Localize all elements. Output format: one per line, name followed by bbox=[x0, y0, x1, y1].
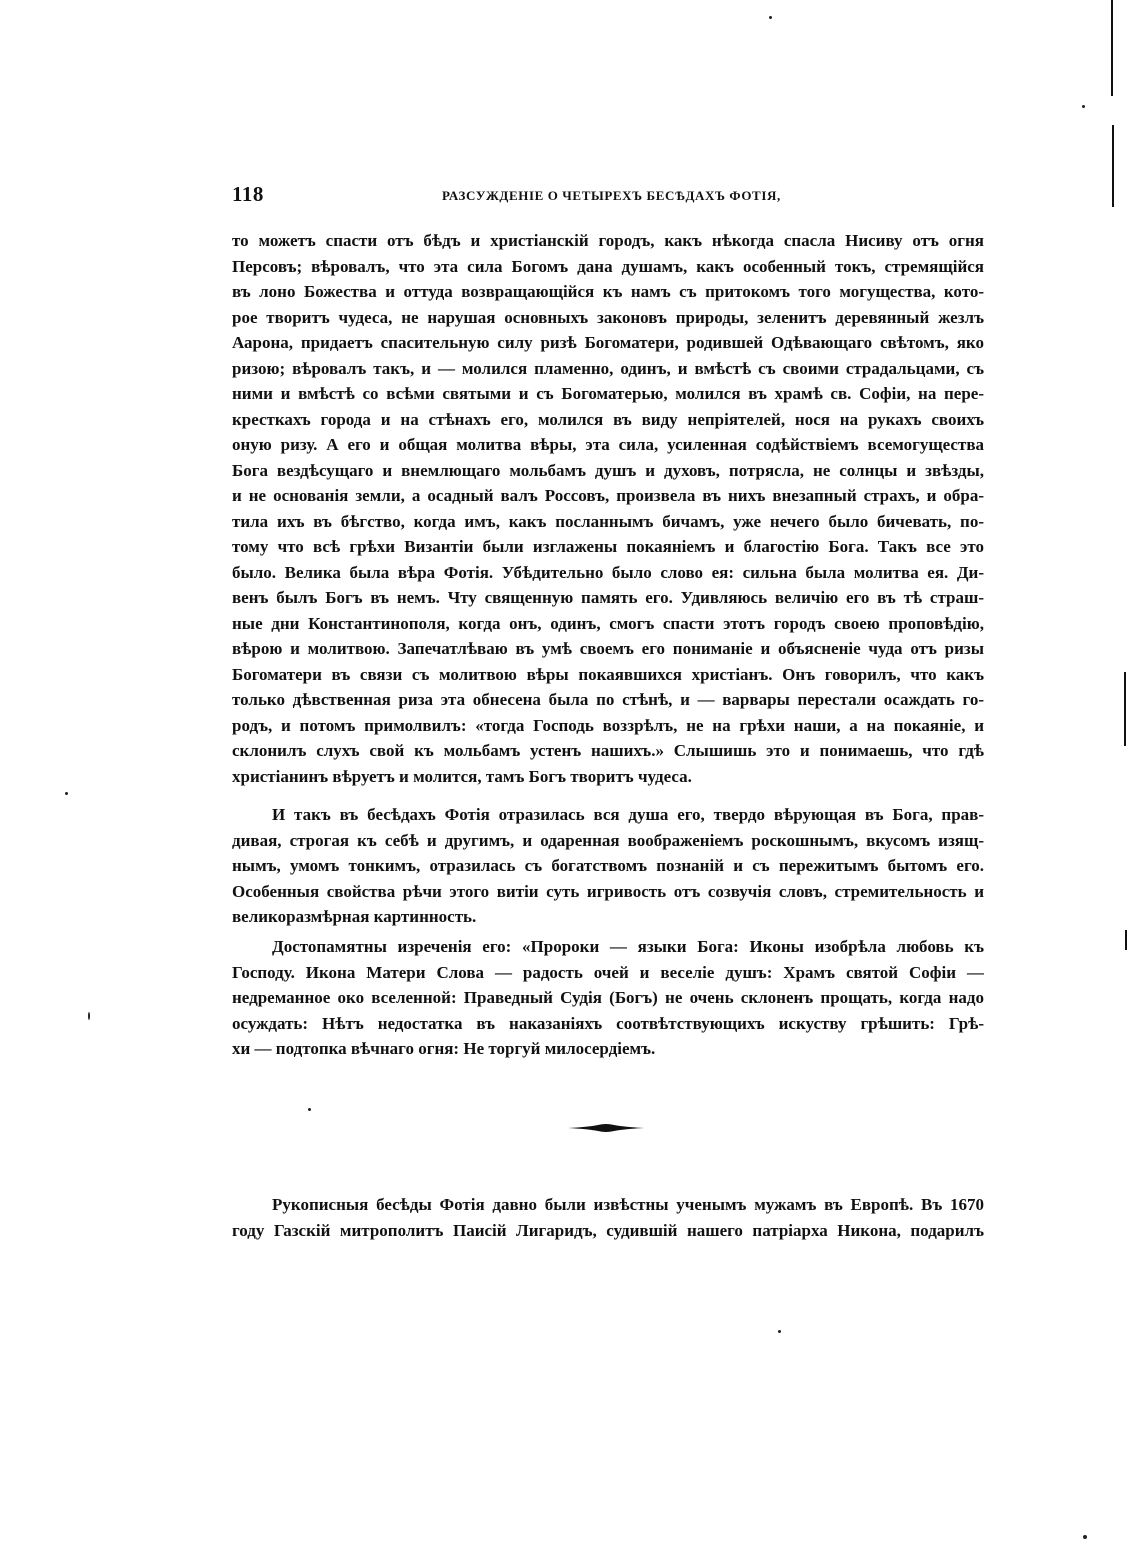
scan-margin-line bbox=[1112, 125, 1114, 207]
text-line: склонилъ слухъ свой къ мольбамъ устенъ нашихъ.» Слышишь это и понимаешь, что гдѣ bbox=[232, 741, 984, 760]
text-line: вѣрою и молитвою. Запечатлѣваю въ умѣ своемъ его пониманіе и объясненіе чуда отъ ризы bbox=[232, 639, 984, 658]
paragraph-2 bbox=[232, 802, 984, 930]
scan-speck bbox=[308, 1108, 311, 1111]
scan-speck bbox=[778, 1330, 781, 1333]
scan-speck bbox=[65, 792, 68, 795]
text-line: то можетъ спасти отъ бѣдъ и христіанскій городъ, какъ нѣкогда спасла Нисиву отъ огня bbox=[232, 231, 984, 250]
text-line: кресткахъ города и на стѣнахъ его, молился въ виду непріятелей, нося на рукахъ своихъ bbox=[232, 409, 984, 429]
text-line: нымъ, умомъ тонкимъ, отразилась съ богатствомъ познаній и съ пережитымъ бытомъ его. bbox=[232, 856, 984, 875]
page-number: 118 bbox=[232, 182, 264, 206]
text-line: Достопамятны изреченія его: «Пророки — языки Бога: Иконы изобрѣла любовь къ bbox=[272, 937, 984, 956]
scan-speck bbox=[1083, 1535, 1087, 1539]
scan-margin-line bbox=[1124, 672, 1126, 746]
text-line: венъ былъ Богъ въ немъ. Чту священную память его. Удивляюсь величію его въ тѣ страш- bbox=[232, 588, 984, 607]
text-line: Господу. Икона Матери Слова — радость очей и веселіе душъ: Храмъ святой Софіи — bbox=[232, 962, 984, 982]
scan-margin-line bbox=[1125, 930, 1127, 950]
text-line: ними и вмѣстѣ со всѣми святыми и съ Богоматерью, молился въ храмѣ св. Софіи, на пере- bbox=[232, 384, 984, 403]
section-divider-ornament-icon bbox=[568, 1120, 644, 1136]
text-line: только дѣвственная риза эта обнесена была по стѣнѣ, и — варвары перестали осаждать го- bbox=[232, 690, 984, 709]
text-line: ные дни Константинополя, когда онъ, одинъ, смогъ спасти этотъ городъ своею проповѣдію, bbox=[232, 613, 984, 633]
scan-margin-line bbox=[1111, 0, 1113, 96]
text-line: И такъ въ бесѣдахъ Фотія отразилась вся душа его, твердо вѣрующая въ Бога, прав- bbox=[272, 805, 984, 824]
paragraph-1 bbox=[232, 228, 984, 789]
text-line: въ лоно Божества и оттуда возвращающійся къ намъ съ притокомъ того могущества, кото- bbox=[232, 282, 984, 301]
text-line: Аарона, придаетъ спасительную силу ризѣ Богоматери, родившей Одѣвающаго свѣтомъ, яко bbox=[232, 333, 984, 352]
text-line: христіанинъ вѣруетъ и молится, тамъ Богъ творитъ чудеса. bbox=[232, 766, 692, 786]
next-section-paragraph bbox=[232, 1192, 984, 1243]
text-line: Бога вездѣсущаго и внемлющаго мольбамъ душъ и духовъ, потрясла, не солнцы и звѣзды, bbox=[232, 460, 984, 480]
text-line: родъ, и потомъ примолвилъ: «тогда Господь воззрѣлъ, не на грѣхи наши, а на покаяніе, и bbox=[232, 715, 984, 735]
text-line: великоразмѣрная картинность. bbox=[232, 907, 477, 926]
text-line: было. Велика была вѣра Фотія. Убѣдительно было слово ея: сильна была молитва ея. Ди- bbox=[232, 562, 984, 582]
text-line: оную ризу. А его и общая молитва вѣры, эта сила, усиленная содѣйствіемъ всемогущества bbox=[232, 435, 984, 454]
text-line: тому что всѣ грѣхи Византіи были изглажены покаяніемъ и благостію Бога. Такъ все это bbox=[232, 537, 984, 556]
running-title: РАЗСУЖДЕНІЕ О ЧЕТЫРЕХЪ БЕСѢДАХЪ ФОТІЯ, bbox=[442, 188, 781, 203]
text-line: тила ихъ въ бѣгство, когда имъ, какъ посланнымъ бичамъ, уже нечего было бичевать, по- bbox=[232, 511, 984, 531]
text-line: ризою; вѣровалъ такъ, и — молился пламенно, одинъ, и вмѣстѣ съ своими страдальцами, съ bbox=[232, 358, 984, 378]
text-line: хи — подтопка вѣчнаго огня: Не торгуй милосердіемъ. bbox=[232, 1039, 656, 1058]
text-line: Особенныя свойства рѣчи этого витіи суть игривость отъ созвучія словъ, стремительность и bbox=[232, 881, 984, 901]
text-line: дивая, строгая къ себѣ и другимъ, и одаренная воображеніемъ роскошнымъ, вкусомъ изящ- bbox=[232, 830, 984, 850]
text-line: году Газскій митрополитъ Паисій Лигаридъ, судившій нашего патріарха Никона, подарилъ bbox=[232, 1220, 984, 1240]
scan-speck bbox=[1082, 105, 1085, 108]
scan-speck bbox=[769, 16, 772, 19]
text-line: и не основанія земли, а осадный валъ Россовъ, произвела въ нихъ внезапный страхъ, и обра- bbox=[232, 486, 984, 505]
scan-speck bbox=[88, 1012, 90, 1020]
text-line: Богоматери въ связи съ молитвою вѣры покаявшихся христіанъ. Онъ говорилъ, что какъ bbox=[232, 664, 984, 684]
text-line: рое творитъ чудеса, не нарушая основныхъ законовъ природы, зеленитъ деревянный жезлъ bbox=[232, 307, 984, 327]
text-line: недреманное око вселенной: Праведный Судія (Богъ) не очень склоненъ прощать, когда надо bbox=[232, 988, 984, 1007]
text-line: Рукописныя бесѣды Фотія давно были извѣстны ученымъ мужамъ въ Европѣ. Въ 1670 bbox=[272, 1195, 984, 1214]
text-line: Персовъ; вѣровалъ, что эта сила Богомъ дана душамъ, какъ особенный токъ, стремящійся bbox=[232, 256, 984, 276]
paragraph-3 bbox=[232, 934, 984, 1062]
text-line: осуждать: Нѣтъ недостатка въ наказаніяхъ соотвѣтствующихъ искуству грѣшить: Грѣ- bbox=[232, 1013, 984, 1033]
